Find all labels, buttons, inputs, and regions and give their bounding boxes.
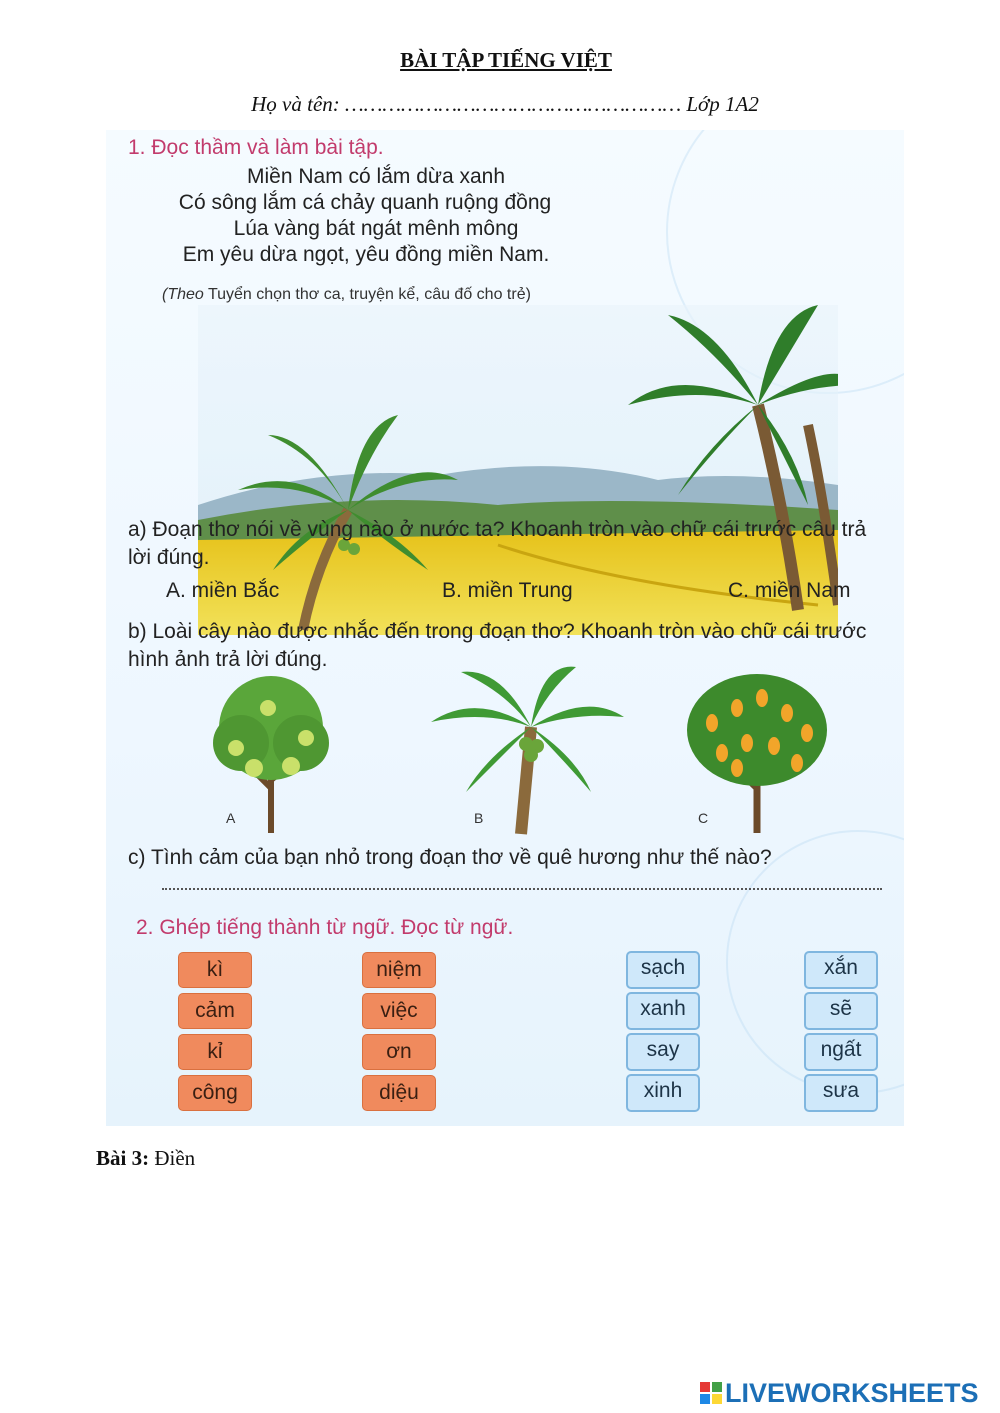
coconut-tree-image[interactable]: [426, 662, 626, 838]
source-prefix: (Theo: [162, 286, 204, 303]
option-a1[interactable]: A. miền Bắc: [166, 579, 280, 602]
question-a: a) Đoạn thơ nói về vùng nào ở nước ta? Khoanh tròn vào chữ cái trước câu trả lời đúng.: [128, 518, 867, 569]
worksheet-title: BÀI TẬP TIẾNG VIỆT: [400, 48, 612, 72]
textbook-page-scan: [106, 130, 904, 1126]
logo-icon: [700, 1382, 722, 1404]
poem-line-1: Miền Nam có lắm dừa xanh: [247, 165, 505, 188]
word-tile[interactable]: xắn: [804, 951, 878, 989]
poem-source: [162, 286, 531, 304]
poem-line-2: Có sông lắm cá chảy quanh ruộng đồng: [178, 191, 552, 214]
answer-line-c[interactable]: [162, 888, 882, 890]
student-name-line: Họ và tên: ……………………………………………… Lớp 1A2: [251, 92, 759, 116]
word-tile[interactable]: niệm: [362, 952, 436, 988]
word-tile[interactable]: ơn: [362, 1034, 436, 1070]
word-tile[interactable]: sạch: [626, 951, 700, 989]
exercise-3-text: Điền: [154, 1146, 196, 1170]
word-tile[interactable]: say: [626, 1033, 700, 1071]
logo-text: LIVEWORKSHEETS: [725, 1378, 979, 1408]
image-label-a: A: [226, 810, 236, 826]
word-tile[interactable]: kì: [178, 952, 252, 988]
word-tile[interactable]: việc: [362, 993, 436, 1029]
poem-line-4: Em yêu dừa ngọt, yêu đồng miền Nam.: [182, 243, 550, 266]
word-tile[interactable]: diệu: [362, 1075, 436, 1111]
word-tile[interactable]: ngất: [804, 1033, 878, 1071]
image-label-c: C: [698, 810, 709, 826]
option-a3[interactable]: C. miền Nam: [728, 579, 851, 602]
exercise-3-label: Bài 3:: [96, 1146, 150, 1170]
poem-line-3: Lúa vàng bát ngát mênh mông: [233, 217, 519, 240]
option-a2[interactable]: B. miền Trung: [442, 579, 573, 602]
source-title: Tuyển chọn thơ ca, truyện kể, câu đố cho trẻ): [207, 286, 531, 303]
exercise-2-heading: 2. Ghép tiếng thành từ ngữ. Đọc từ ngữ.: [136, 916, 514, 939]
word-tile[interactable]: xanh: [626, 992, 700, 1030]
exercise-1-heading: 1. Đọc thầm và làm bài tập.: [128, 136, 384, 159]
word-tile[interactable]: sưa: [804, 1074, 878, 1112]
word-tile[interactable]: công: [178, 1075, 252, 1111]
question-b: b) Loài cây nào được nhắc đến trong đoạn thơ? Khoanh tròn vào chữ cái trước hình ảnh trả lời đúng.: [128, 620, 867, 671]
exercise-3-line: [96, 1146, 195, 1171]
word-tile[interactable]: xinh: [626, 1074, 700, 1112]
word-tile[interactable]: sẽ: [804, 992, 878, 1030]
liveworksheets-logo: [700, 1378, 979, 1409]
question-c: c) Tình cảm của bạn nhỏ trong đoạn thơ về quê hương như thế nào?: [128, 846, 772, 869]
poem: [146, 164, 606, 268]
word-tile[interactable]: kỉ: [178, 1034, 252, 1070]
word-tile[interactable]: cảm: [178, 993, 252, 1029]
image-label-b: B: [474, 810, 484, 826]
